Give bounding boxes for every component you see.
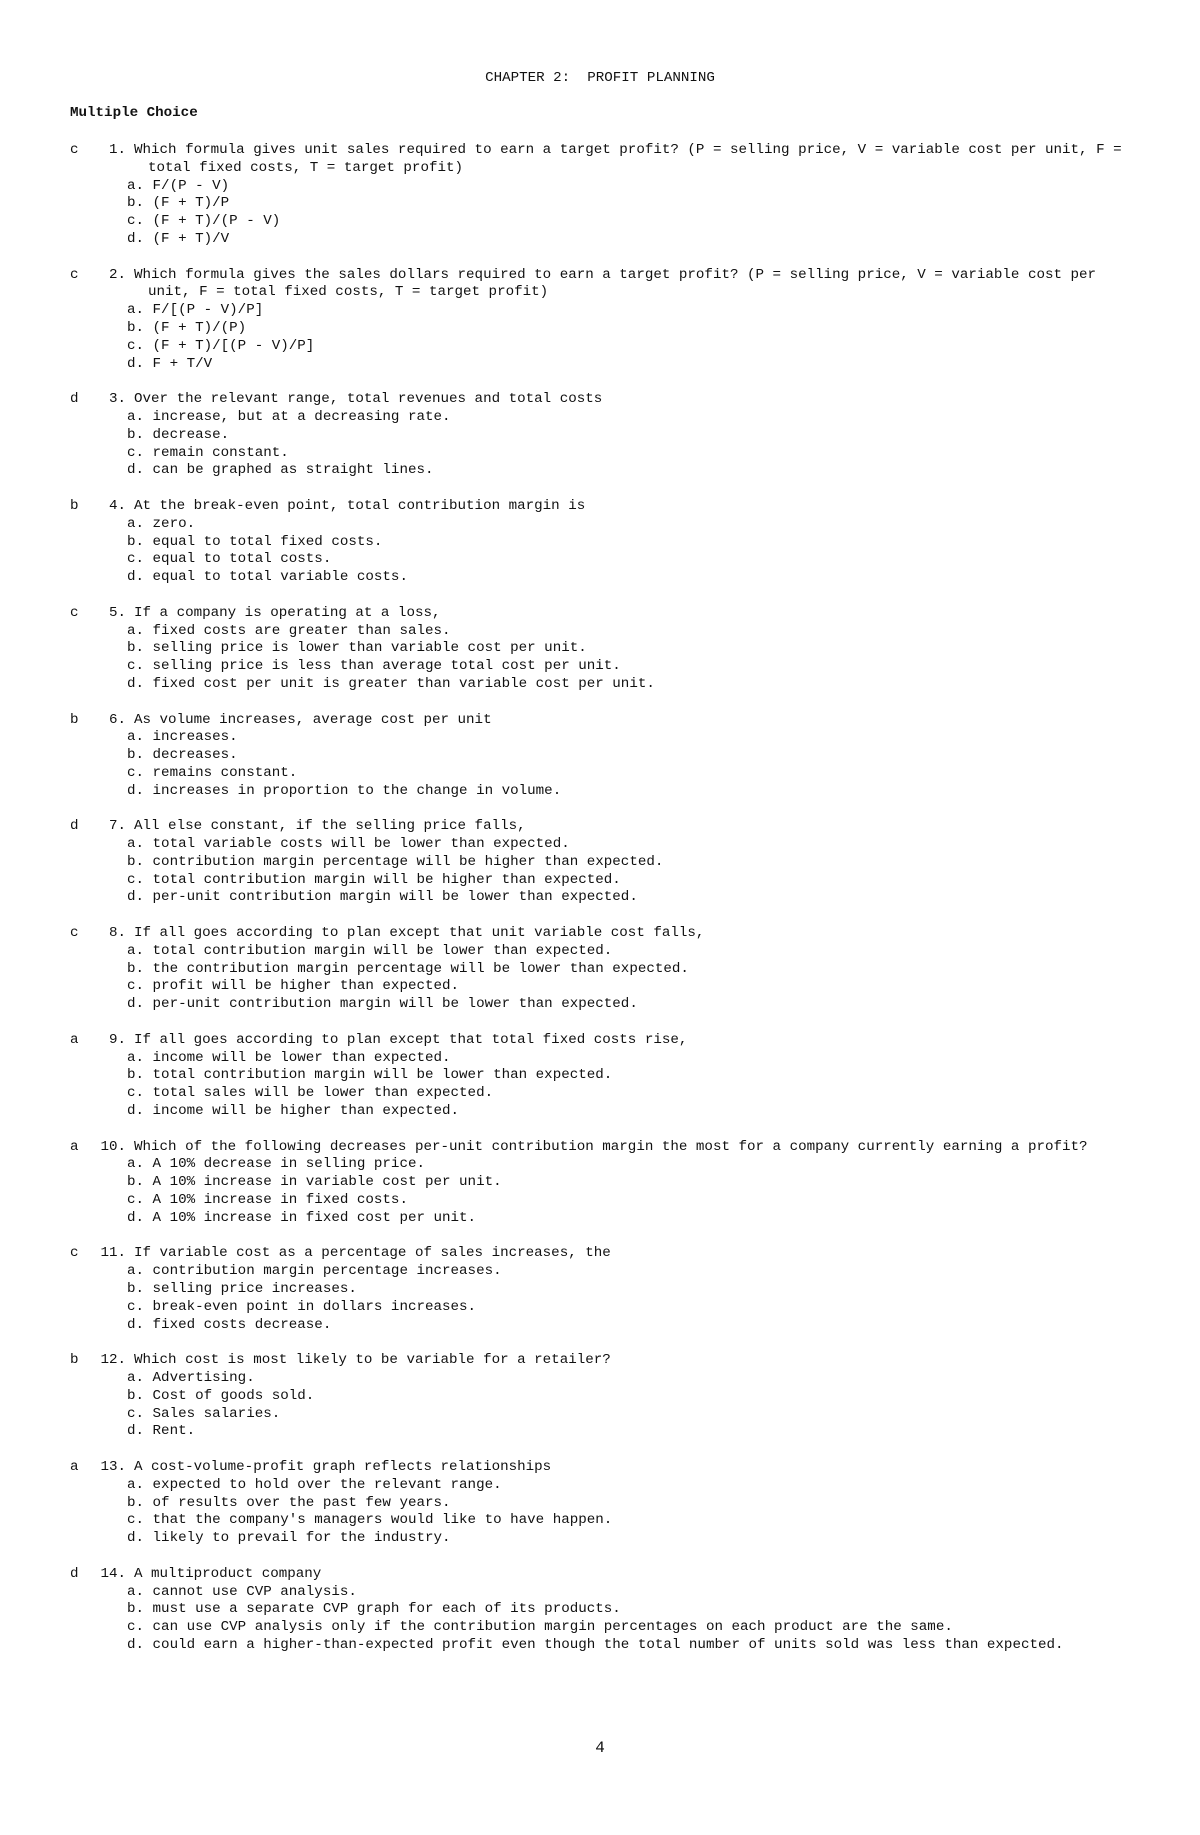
answer-key: c: [70, 266, 79, 283]
answer-option: b. of results over the past few years.: [127, 1494, 451, 1511]
answer-key: c: [70, 1245, 79, 1262]
answer-option: c. equal to total costs.: [127, 551, 332, 568]
answer-key: a: [70, 1458, 79, 1475]
answer-option: a. cannot use CVP analysis.: [127, 1583, 357, 1600]
question-stem: A cost-volume-profit graph reflects relationships: [134, 1458, 552, 1475]
answer-options: [127, 1370, 1130, 1441]
question-line: [70, 391, 1130, 409]
answer-option: d. per-unit contribution margin will be lower than expected.: [127, 889, 638, 906]
answer-option: c. (F + T)/[(P - V)/P]: [127, 337, 315, 354]
question-stem: At the break-even point, total contribution margin is: [134, 497, 586, 514]
question-line: [70, 1566, 1130, 1584]
question-number: 13.: [100, 1458, 126, 1475]
answer-option: d. could earn a higher-than-expected profit even though the total number of units sold was less than expected.: [127, 1636, 1064, 1653]
question-line: [70, 142, 1130, 178]
answer-options: [127, 1477, 1130, 1548]
question-line: [70, 605, 1130, 623]
answer-option: a. F/(P - V): [127, 177, 230, 194]
question-line: [70, 1139, 1130, 1157]
answer-option: b. equal to total fixed costs.: [127, 533, 383, 550]
question-item: [70, 267, 1130, 374]
question-item: [70, 1032, 1130, 1121]
answer-option: a. A 10% decrease in selling price.: [127, 1156, 425, 1173]
answer-option: b. selling price is lower than variable cost per unit.: [127, 640, 587, 657]
answer-options: [127, 516, 1130, 587]
answer-option: a. zero.: [127, 515, 196, 532]
answer-option: d. income will be higher than expected.: [127, 1103, 460, 1120]
answer-option: a. total contribution margin will be lower than expected.: [127, 942, 613, 959]
question-number: 11.: [100, 1245, 126, 1262]
chapter-title: CHAPTER 2: PROFIT PLANNING: [485, 70, 715, 86]
question-stem: Which formula gives unit sales required to earn a target profit? (P = selling price, V = variable cost per unit, F = total fixed costs, T = target profit): [134, 142, 1122, 176]
answer-option: b. selling price increases.: [127, 1281, 357, 1297]
answer-options: [127, 1584, 1130, 1655]
answer-options: [127, 623, 1130, 694]
question-line: [70, 925, 1130, 943]
answer-option: d. equal to total variable costs.: [127, 569, 408, 586]
page-number: 4: [595, 1739, 605, 1757]
question-stem: If all goes according to plan except that unit variable cost falls,: [134, 925, 705, 942]
question-line: [70, 1352, 1130, 1370]
question-number: 1.: [108, 142, 126, 158]
question-number: 9.: [108, 1031, 126, 1048]
question-item: [70, 142, 1130, 249]
answer-option: a. income will be lower than expected.: [127, 1049, 451, 1066]
answer-options: [127, 178, 1130, 249]
answer-options: [127, 1263, 1130, 1334]
answer-option: c. can use CVP analysis only if the contribution margin percentages on each product are the same.: [127, 1619, 953, 1636]
question-number: 6.: [108, 711, 126, 728]
question-item: [70, 498, 1130, 587]
answer-option: b. (F + T)/P: [127, 195, 230, 212]
question-item: [70, 818, 1130, 907]
answer-option: d. fixed costs decrease.: [127, 1316, 332, 1333]
answer-option: a. total variable costs will be lower than expected.: [127, 836, 570, 853]
answer-option: b. decrease.: [127, 426, 230, 443]
answer-option: d. F + T/V: [127, 355, 213, 372]
answer-key: d: [70, 1565, 79, 1582]
question-number: 3.: [108, 391, 126, 408]
question-stem: A multiproduct company: [134, 1565, 322, 1582]
answer-option: b. Cost of goods sold.: [127, 1387, 315, 1404]
answer-options: [127, 729, 1130, 800]
answer-options: [127, 1156, 1130, 1227]
question-line: [70, 1459, 1130, 1477]
answer-option: d. Rent.: [127, 1423, 196, 1440]
answer-option: c. Sales salaries.: [127, 1405, 281, 1422]
answer-option: b. A 10% increase in variable cost per unit.: [127, 1174, 502, 1191]
question-stem: Which cost is most likely to be variable for a retailer?: [134, 1352, 611, 1369]
answer-option: c. that the company's managers would like to have happen.: [127, 1512, 613, 1529]
question-line: [70, 498, 1130, 516]
answer-option: b. decreases.: [127, 747, 238, 764]
answer-option: d. (F + T)/V: [127, 230, 230, 247]
answer-options: [127, 302, 1130, 373]
answer-option: d. increases in proportion to the change in volume.: [127, 782, 562, 799]
answer-option: d. per-unit contribution margin will be lower than expected.: [127, 996, 638, 1013]
answer-option: d. likely to prevail for the industry.: [127, 1530, 451, 1547]
question-number: 7.: [108, 818, 126, 835]
answer-option: c. total sales will be lower than expected.: [127, 1085, 494, 1102]
answer-option: a. increase, but at a decreasing rate.: [127, 408, 451, 425]
answer-option: b. (F + T)/(P): [127, 319, 247, 336]
question-stem: If variable cost as a percentage of sales increases, the: [134, 1245, 611, 1262]
answer-options: [127, 836, 1130, 907]
question-stem: Which of the following decreases per-unit contribution margin the most for a company currently earning a profit?: [134, 1138, 1088, 1155]
answer-option: c. profit will be higher than expected.: [127, 978, 460, 995]
answer-option: c. (F + T)/(P - V): [127, 213, 281, 230]
answer-option: a. expected to hold over the relevant range.: [127, 1476, 502, 1493]
question-stem: As volume increases, average cost per unit: [134, 711, 492, 728]
answer-option: c. A 10% increase in fixed costs.: [127, 1192, 408, 1209]
question-stem: Over the relevant range, total revenues and total costs: [134, 391, 603, 408]
answer-option: c. remain constant.: [127, 444, 289, 461]
answer-option: b. the contribution margin percentage will be lower than expected.: [127, 960, 689, 977]
answer-key: d: [70, 818, 79, 835]
question-item: [70, 1352, 1130, 1441]
question-stem: If a company is operating at a loss,: [134, 604, 441, 621]
question-item: [70, 605, 1130, 694]
question-stem: All else constant, if the selling price falls,: [134, 818, 526, 835]
question-number: 12.: [100, 1352, 126, 1369]
answer-option: b. must use a separate CVP graph for each of its products.: [127, 1601, 621, 1618]
question-item: [70, 1245, 1130, 1334]
answer-option: a. F/[(P - V)/P]: [127, 302, 264, 319]
answer-option: c. break-even point in dollars increases.: [127, 1298, 477, 1315]
answer-key: c: [70, 142, 79, 158]
answer-key: d: [70, 391, 79, 408]
section-heading: Multiple Choice: [70, 105, 198, 121]
question-item: [70, 1459, 1130, 1548]
question-number: 2.: [108, 266, 126, 283]
answer-options: [127, 943, 1130, 1014]
answer-option: d. can be graphed as straight lines.: [127, 462, 434, 479]
answer-options: [127, 1050, 1130, 1121]
answer-option: b. total contribution margin will be lower than expected.: [127, 1067, 613, 1084]
question-item: [70, 712, 1130, 801]
question-number: 8.: [108, 925, 126, 942]
answer-option: a. contribution margin percentage increases.: [127, 1263, 502, 1280]
answer-option: c. total contribution margin will be higher than expected.: [127, 871, 621, 888]
question-list: [70, 142, 1130, 1673]
answer-option: a. fixed costs are greater than sales.: [127, 622, 451, 639]
answer-key: b: [70, 497, 79, 514]
answer-key: b: [70, 711, 79, 728]
question-number: 4.: [108, 497, 126, 514]
answer-option: b. contribution margin percentage will be higher than expected.: [127, 853, 664, 870]
question-item: [70, 1139, 1130, 1228]
question-number: 5.: [108, 604, 126, 621]
answer-option: d. A 10% increase in fixed cost per unit.: [127, 1209, 477, 1226]
question-number: 10.: [100, 1138, 126, 1155]
question-item: [70, 925, 1130, 1014]
question-number: 14.: [100, 1565, 126, 1582]
question-stem: If all goes according to plan except that total fixed costs rise,: [134, 1031, 688, 1048]
question-line: [70, 712, 1130, 730]
answer-option: a. Advertising.: [127, 1369, 255, 1386]
answer-option: a. increases.: [127, 729, 238, 746]
question-stem: Which formula gives the sales dollars required to earn a target profit? (P = selling price, V = variable cost per unit, F = total fixed costs, T = target profit): [134, 266, 1097, 301]
answer-option: c. selling price is less than average total cost per unit.: [127, 658, 621, 675]
answer-key: a: [70, 1138, 79, 1155]
answer-key: a: [70, 1031, 79, 1048]
answer-key: b: [70, 1352, 79, 1369]
question-item: [70, 1566, 1130, 1655]
answer-key: c: [70, 925, 79, 942]
question-line: [70, 267, 1130, 303]
question-line: [70, 1245, 1130, 1263]
question-line: [70, 818, 1130, 836]
answer-option: d. fixed cost per unit is greater than variable cost per unit.: [127, 675, 655, 692]
question-line: [70, 1032, 1130, 1050]
question-item: [70, 391, 1130, 480]
answer-options: [127, 409, 1130, 480]
answer-key: c: [70, 604, 79, 621]
answer-option: c. remains constant.: [127, 764, 298, 781]
